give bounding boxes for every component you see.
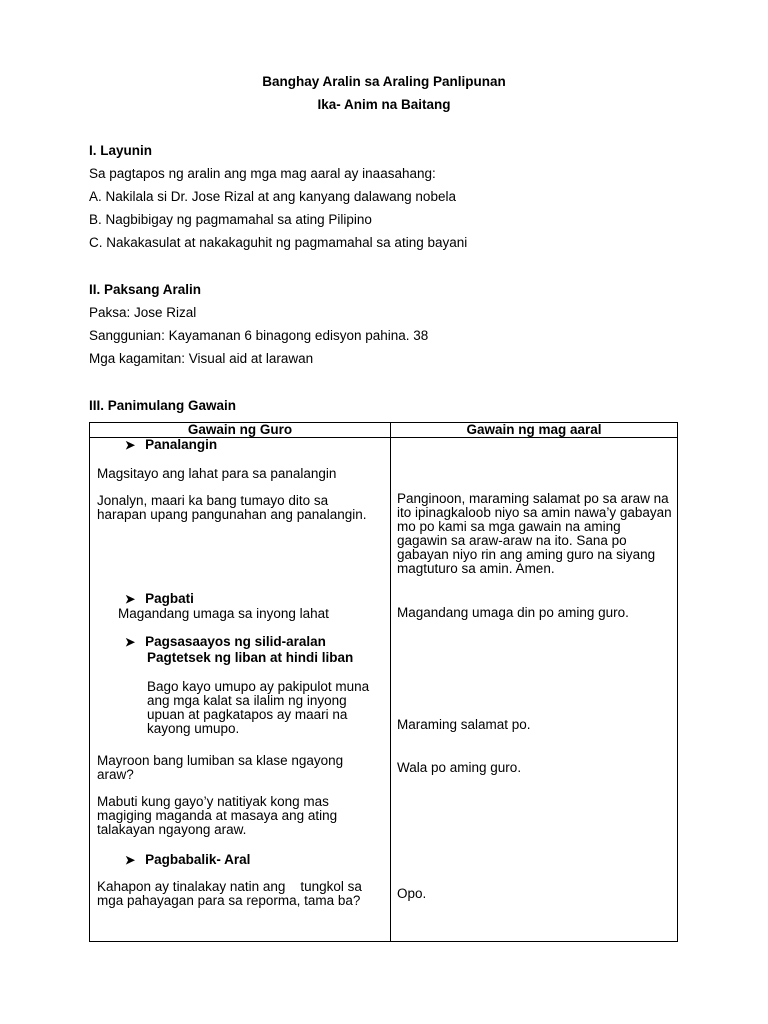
table-column-divider (390, 422, 391, 942)
arrow-bullet-icon: ➤ (125, 635, 136, 649)
aaral-text-2: Magandang umaga din po aming guro. (397, 605, 629, 620)
layunin-item-b: B. Nagbibigay ng pagmamahal sa ating Pilipino (89, 212, 372, 227)
layunin-item-a: A. Nakilala si Dr. Jose Rizal at ang kanyang dalawang nobela (89, 189, 456, 204)
arrow-bullet-icon: ➤ (125, 853, 136, 867)
paksa-line: Paksa: Jose Rizal (89, 305, 197, 320)
panimulang-gawain-heading: III. Panimulang Gawain (89, 398, 237, 413)
layunin-heading: I. Layunin (89, 143, 153, 158)
arrow-bullet-icon: ➤ (125, 438, 136, 452)
layunin-item-c: C. Nakakasulat at nakakaguhit ng pagmamahal sa ating bayani (89, 235, 468, 250)
guro-text-5: Mayroon bang lumiban sa klase ngayong araw? (97, 753, 344, 782)
pagbabalik-aral-label: ➤ Pagbabalik- Aral (125, 852, 251, 867)
guro-text-7: Kahapon ay tinalakay natin ang tungkol sa mga pahayagan para sa reporma, tama ba? (97, 879, 366, 908)
guro-text-6: Mabuti kung gayo’y natitiyak kong mas magiging maganda at masaya ang ating talakayan ngayong araw. (97, 794, 338, 837)
col-header-mag-aaral: Gawain ng mag aaral (466, 422, 602, 437)
guro-text-4: Bago kayo umupo ay pakipulot muna ang mga kalat sa ilalim ng inyong upuan at pagkatapos ay maari na kayong umupo. (147, 679, 370, 736)
pagbati-label: ➤ Pagbati (125, 591, 194, 606)
col-header-guro: Gawain ng Guro (187, 422, 293, 437)
document-title: Banghay Aralin sa Araling Panlipunan (262, 74, 506, 89)
guro-text-3: Magandang umaga sa inyong lahat (118, 606, 329, 621)
aaral-text-5: Opo. (397, 886, 427, 901)
layunin-intro: Sa pagtapos ng aralin ang mga mag aaral ay inaasahang: (89, 166, 436, 181)
kagamitan-line: Mga kagamitan: Visual aid at larawan (89, 351, 314, 366)
guro-text-1: Magsitayo ang lahat para sa panalangin (97, 466, 337, 481)
aaral-text-4: Wala po aming guro. (397, 760, 522, 775)
arrow-bullet-icon: ➤ (125, 592, 136, 606)
panalangin-label: ➤ Panalangin (125, 437, 218, 452)
pagtetsek-label: Pagtetsek ng liban at hindi liban (147, 650, 354, 665)
pagsasaayos-label: ➤ Pagsasaayos ng silid-aralan (125, 634, 326, 649)
guro-text-2: Jonalyn, maari ka bang tumayo dito sa harapan upang pangunahan ang panalangin. (97, 493, 367, 522)
sanggunian-line: Sanggunian: Kayamanan 6 binagong edisyon pahina. 38 (89, 328, 429, 343)
aaral-text-3: Maraming salamat po. (397, 717, 531, 732)
paksang-aralin-heading: II. Paksang Aralin (89, 282, 202, 297)
document-subtitle: Ika- Anim na Baitang (317, 97, 451, 112)
aaral-text-1: Panginoon, maraming salamat po sa araw na ito ipinagkaloob niyo sa amin nawa’y gabayan mo po kami sa mga gawain na aming gagawin sa araw-araw na ito. Sana po gabayan niyo rin ang aming guro na siyang magtuturo sa amin. Amen. (397, 491, 672, 576)
